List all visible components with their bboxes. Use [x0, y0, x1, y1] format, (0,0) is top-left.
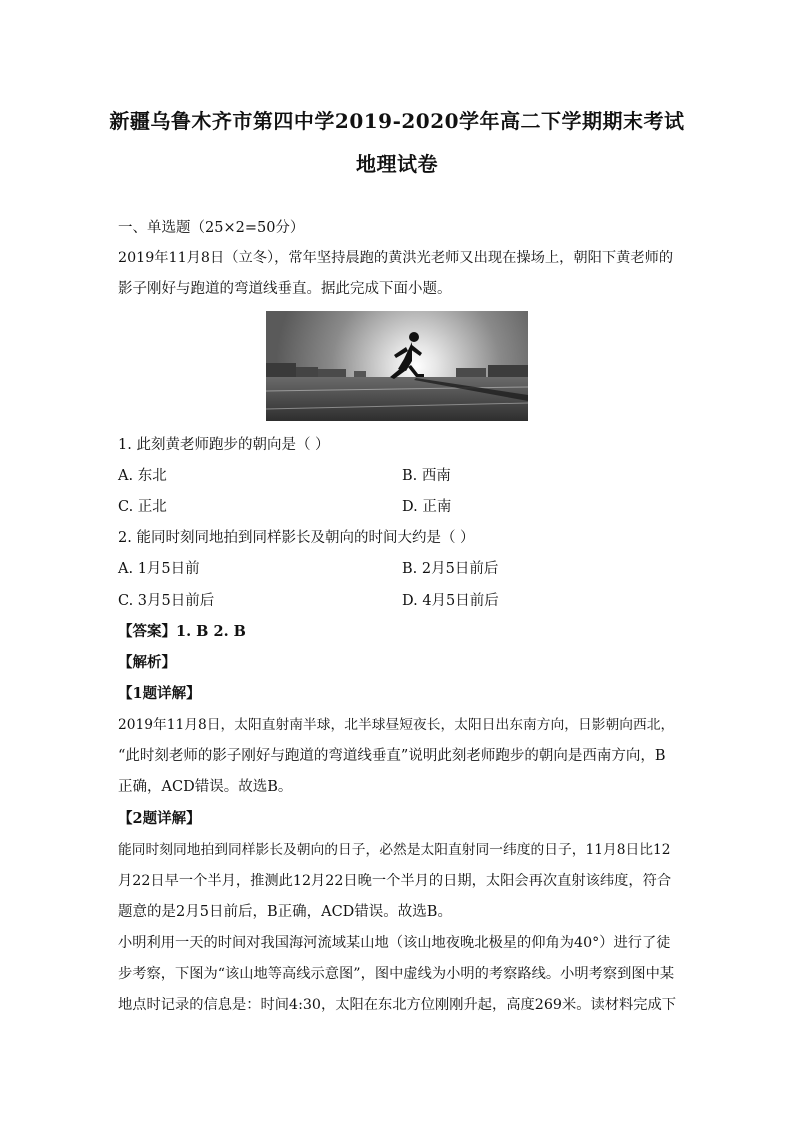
question-1-stem: 1. 此刻黄老师跑步的朝向是（ ）: [118, 437, 330, 453]
detail-1-line: 2019年11月8日，太阳直射南半球，北半球昼短夜长，太阳日出东南方向，日影朝向西北，: [118, 717, 675, 733]
exam-title: 新疆乌鲁木齐市第四中学2019-2020学年高二下学期期末考试: [109, 109, 685, 133]
q2-option-c[interactable]: C. 3月5日前后: [118, 593, 215, 609]
section-heading: 一、单选题（25×2=50分）: [118, 220, 305, 236]
detail-2-label: 【2题详解】: [118, 810, 201, 827]
detail-1-label: 【1题详解】: [118, 685, 201, 702]
exam-subtitle: 地理试卷: [356, 152, 438, 176]
runner-photo-icon: [266, 311, 528, 421]
intro-line: 影子刚好与跑道的弯道线垂直。据此完成下面小题。: [118, 281, 452, 297]
question-2-stem: 2. 能同时刻同地拍到同样影长及朝向的时间大约是（ ）: [118, 530, 475, 546]
intro-line: 2019年11月8日（立冬），常年坚持晨跑的黄洪光老师又出现在操场上，朝阳下黄老师的: [118, 250, 674, 266]
q2-option-a[interactable]: A. 1月5日前: [118, 561, 200, 577]
q1-option-d[interactable]: D. 正南: [402, 499, 452, 515]
q1-option-c[interactable]: C. 正北: [118, 499, 167, 515]
analysis-label: 【解析】: [118, 654, 176, 671]
detail-1-line: “此时刻老师的影子刚好与跑道的弯道线垂直”说明此刻老师跑步的朝向是西南方向，B: [118, 748, 666, 764]
passage-2-line: 步考察，下图为“该山地等高线示意图”，图中虚线为小明的考察路线。小明考察到图中某: [118, 966, 675, 982]
q1-option-a[interactable]: A. 东北: [118, 468, 167, 484]
detail-2-line: 能同时刻同地拍到同样影长及朝向的日子，必然是太阳直射同一纬度的日子，11月8日比12: [118, 842, 671, 858]
detail-2-line: 题意的是2月5日前后，B正确，ACD错误。故选B。: [118, 904, 452, 920]
detail-2-line: 月22日早一个半月，推测此12月22日晚一个半月的日期，太阳会再次直射该纬度，符合: [118, 873, 672, 889]
answer-line: 【答案】1. B 2. B: [118, 623, 246, 640]
q2-option-d[interactable]: D. 4月5日前后: [402, 593, 499, 609]
passage-2-line: 小明利用一天的时间对我国海河流域某山地（该山地夜晚北极星的仰角为40°）进行了徒: [118, 935, 671, 951]
detail-1-line: 正确，ACD错误。故选B。: [118, 779, 293, 795]
passage-2-line: 地点时记录的信息是：时间4:30，太阳在东北方位刚刚升起，高度269米。读材料完成下: [118, 997, 676, 1013]
q1-option-b[interactable]: B. 西南: [402, 468, 451, 484]
q2-option-b[interactable]: B. 2月5日前后: [402, 561, 499, 577]
